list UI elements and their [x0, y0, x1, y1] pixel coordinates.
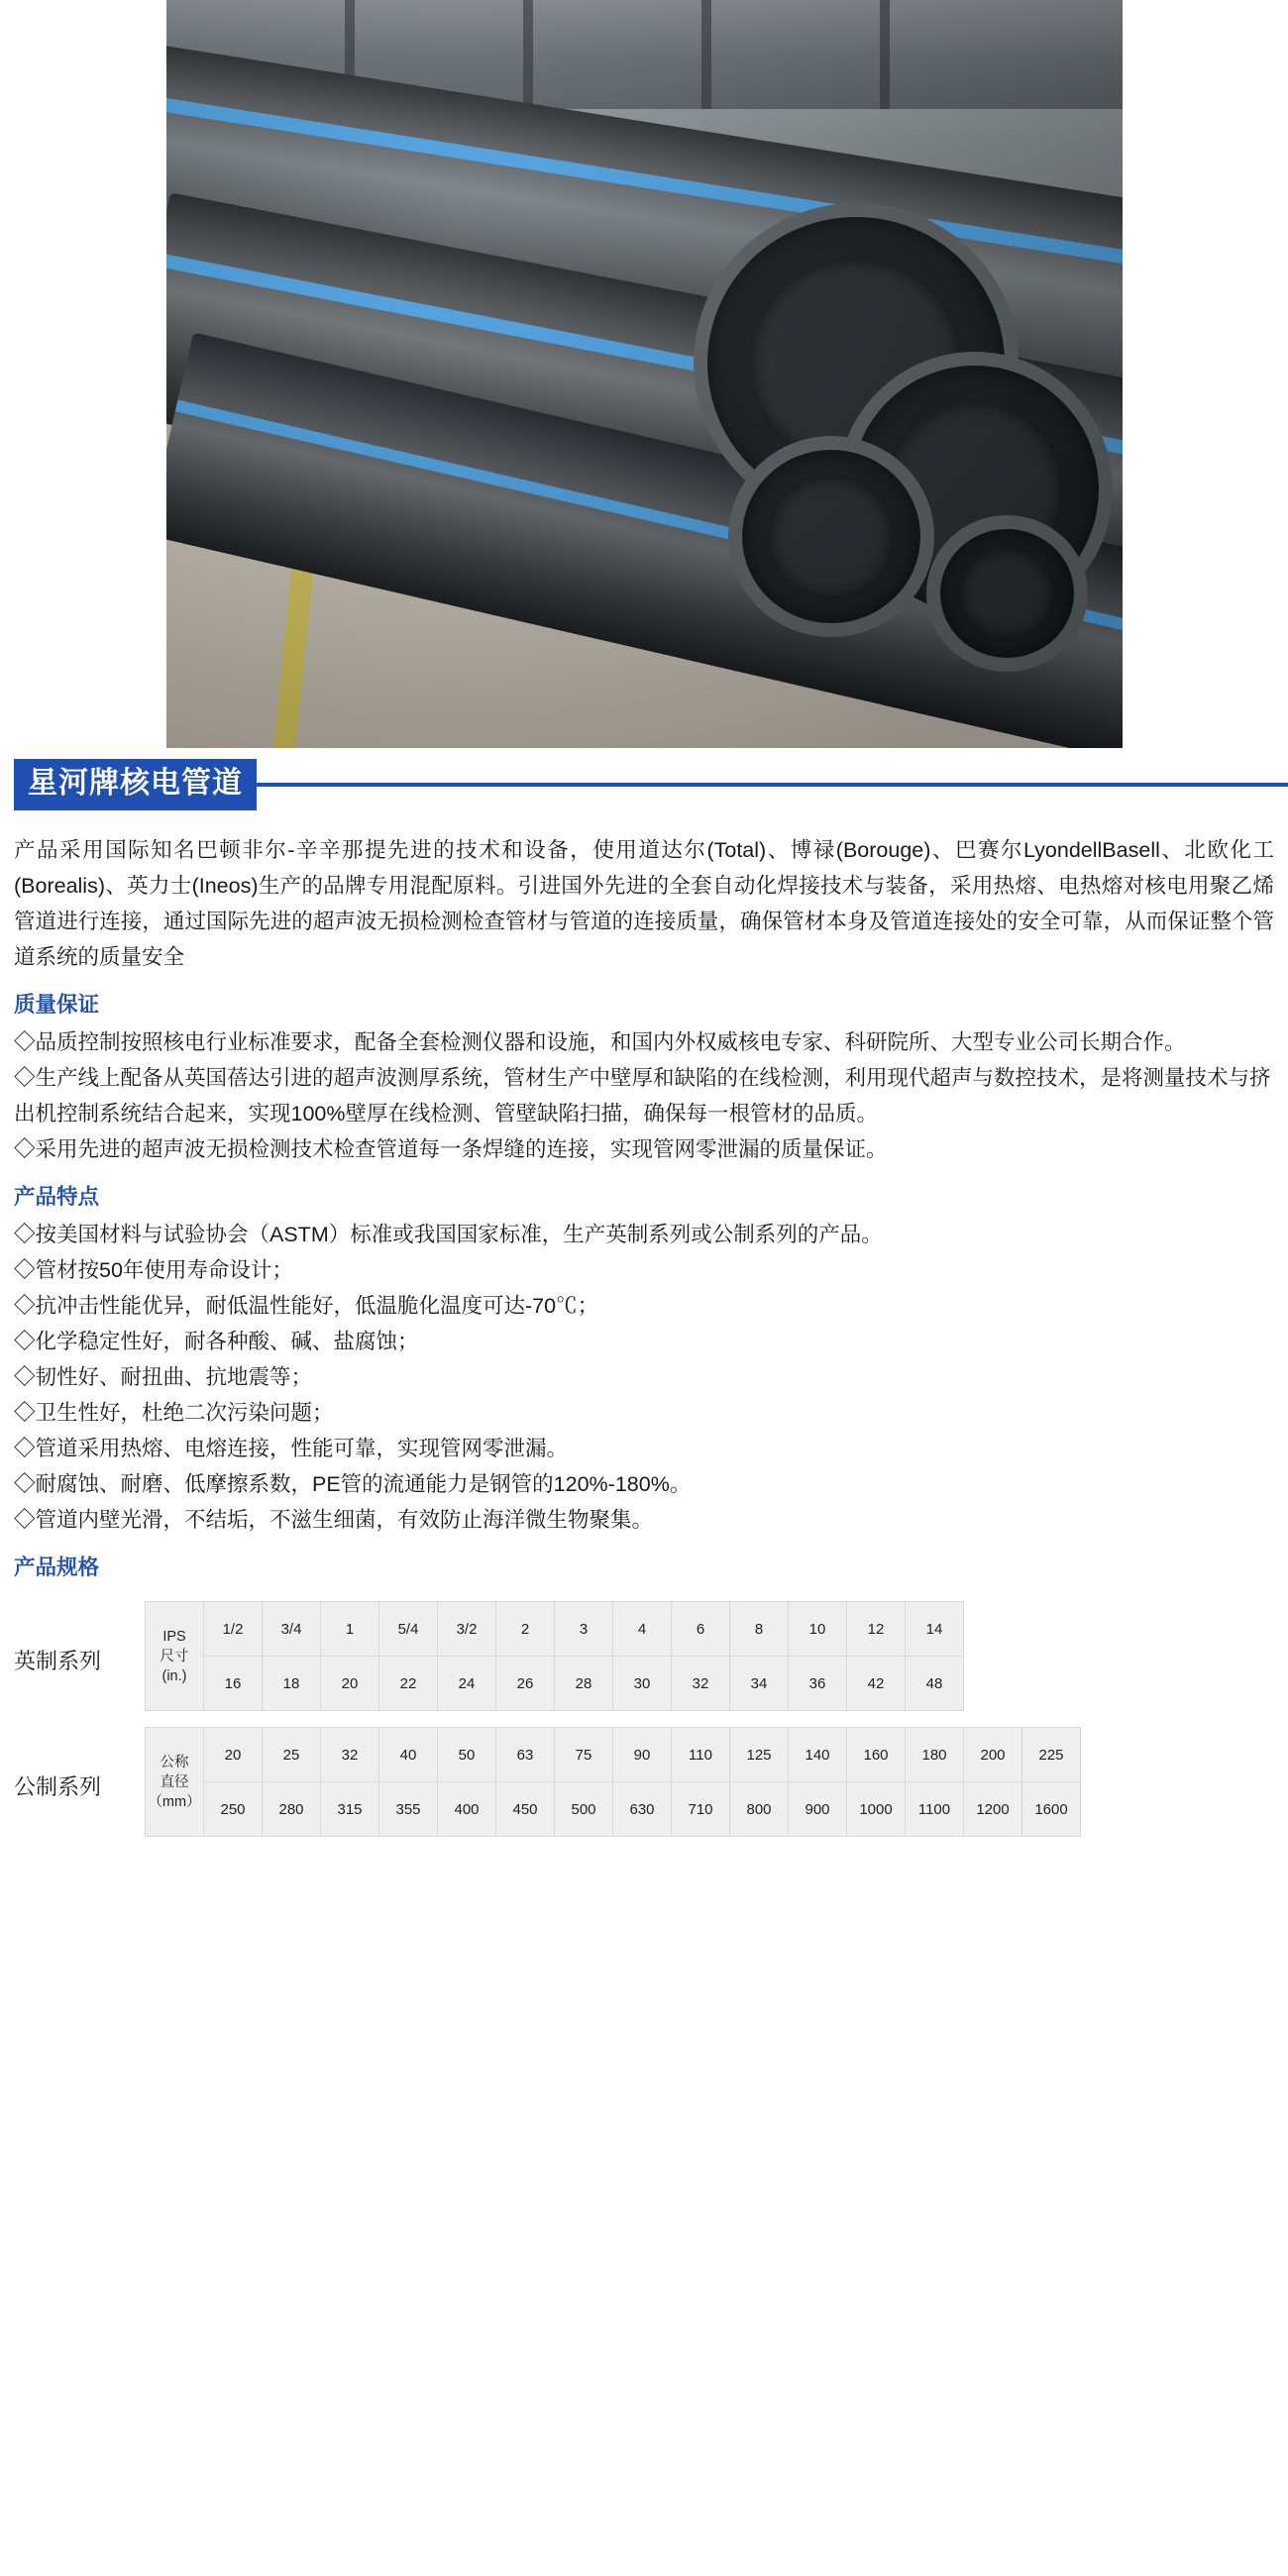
spec-cell: 160 [847, 1728, 906, 1782]
spec-cell: 14 [906, 1602, 964, 1657]
imperial-header-line: IPS [162, 1628, 186, 1645]
intro-paragraph: 产品采用国际知名巴顿非尔-辛辛那提先进的技术和设备，使用道达尔(Total)、博禄(Borouge)、巴赛尔LyondellBasell、北欧化工(Borealis)、英力士(Ineos)生产的品牌专用混配原料。引进国外先进的全套自动化焊接技术与装备，采用热熔、电热熔对核电用聚乙烯管道进行连接，通过国际先进的超声波无损检测检查管材与管道的连接质量，确保管材本身及管道连接处的安全可靠，从而保证整个管道系统的质量安全 [14, 838, 1274, 969]
spec-cell: 800 [730, 1782, 789, 1837]
spec-cell: 10 [789, 1602, 847, 1657]
table-row [146, 1782, 1081, 1837]
spec-cell: 75 [555, 1728, 613, 1782]
spec-cell: 32 [672, 1657, 730, 1711]
feature-item: ◇韧性好、耐扭曲、抗地震等； [14, 1365, 313, 1389]
spec-cell: 710 [672, 1782, 730, 1837]
pipe-end-opening [926, 515, 1088, 672]
imperial-header-line: 尺寸 [160, 1648, 189, 1664]
feature-item: ◇管道内壁光滑，不结垢，不滋生细菌，有效防止海洋微生物聚集。 [14, 1508, 654, 1532]
spec-cell: 1/2 [204, 1602, 263, 1657]
spec-cell: 200 [964, 1728, 1022, 1782]
spec-cell: 315 [321, 1782, 379, 1837]
spec-cell: 20 [321, 1657, 379, 1711]
imperial-header-line: (in.) [161, 1667, 187, 1684]
spec-cell: 20 [204, 1728, 263, 1782]
spec-cell: 450 [496, 1782, 555, 1837]
spec-cell: 12 [847, 1602, 906, 1657]
spec-cell: 280 [263, 1782, 321, 1837]
spec-cell: 5/4 [379, 1602, 438, 1657]
feature-item: ◇管道采用热熔、电熔连接，性能可靠，实现管网零泄漏。 [14, 1437, 569, 1460]
bottom-spacer [0, 1837, 1288, 1877]
metric-row-header [146, 1728, 204, 1837]
feature-item: ◇抗冲击性能优异，耐低温性能好，低温脆化温度可达-70℃； [14, 1294, 599, 1318]
spec-cell: 6 [672, 1602, 730, 1657]
quality-item: ◇生产线上配备从英国蓓达引进的超声波测厚系统，管材生产中壁厚和缺陷的在线检测，利用现代超声与数控技术，是将测量技术与挤出机控制系统结合起来，实现100%壁厚在线检测、管壁缺陷扫描，确保每一根管材的品质。 [14, 1066, 1271, 1126]
features-heading: 产品特点 [14, 1185, 100, 1209]
pipe-end-opening [728, 436, 934, 637]
metric-header-line: 公称 [160, 1754, 189, 1771]
spec-cell: 1100 [906, 1782, 964, 1837]
spec-cell: 16 [204, 1657, 263, 1711]
imperial-spec-table [145, 1601, 964, 1711]
spec-cell: 90 [613, 1728, 672, 1782]
spec-cell: 1600 [1022, 1782, 1081, 1837]
spec-cell: 1 [321, 1602, 379, 1657]
spec-cell: 63 [496, 1728, 555, 1782]
spec-cell: 110 [672, 1728, 730, 1782]
spec-cell: 140 [789, 1728, 847, 1782]
section-title-bar [0, 759, 1288, 810]
spec-cell: 22 [379, 1657, 438, 1711]
spec-cell: 400 [438, 1782, 496, 1837]
spec-cell: 36 [789, 1657, 847, 1711]
table-row [146, 1728, 1081, 1782]
feature-item: ◇按美国材料与试验协会（ASTM）标准或我国国家标准，生产英制系列或公制系列的产品。 [14, 1223, 883, 1246]
imperial-row-header [146, 1602, 204, 1711]
quality-item: ◇品质控制按照核电行业标准要求，配备全套检测仪器和设施，和国内外权威核电专家、科研院所、大型专业公司长期合作。 [14, 1030, 1186, 1054]
metric-header-line: 直径 [160, 1773, 189, 1790]
feature-item: ◇耐腐蚀、耐磨、低摩擦系数，PE管的流通能力是钢管的120%-180%。 [14, 1472, 692, 1496]
spec-cell: 355 [379, 1782, 438, 1837]
table-row [146, 1602, 964, 1657]
imperial-spec-block [0, 1601, 1288, 1711]
spec-cell: 3 [555, 1602, 613, 1657]
feature-item: ◇卫生性好，杜绝二次污染问题； [14, 1401, 334, 1425]
imperial-series-label: 英制系列 [14, 1649, 102, 1673]
spec-cell: 2 [496, 1602, 555, 1657]
spec-cell: 3/4 [263, 1602, 321, 1657]
spec-cell: 3/2 [438, 1602, 496, 1657]
table-row [146, 1657, 964, 1711]
spec-cell: 50 [438, 1728, 496, 1782]
spec-cell: 630 [613, 1782, 672, 1837]
metric-spec-table [145, 1727, 1081, 1837]
spec-cell: 26 [496, 1657, 555, 1711]
spec-cell: 125 [730, 1728, 789, 1782]
quality-heading: 质量保证 [14, 993, 100, 1017]
quality-item: ◇采用先进的超声波无损检测技术检查管道每一条焊缝的连接，实现管网零泄漏的质量保证。 [14, 1137, 888, 1161]
specs-heading: 产品规格 [14, 1556, 100, 1579]
metric-spec-block [0, 1727, 1288, 1837]
feature-item: ◇管材按50年使用寿命设计； [14, 1258, 293, 1282]
spec-cell: 1000 [847, 1782, 906, 1837]
metric-header-line: （mm） [148, 1793, 201, 1810]
product-description [0, 810, 1288, 1585]
spec-cell: 34 [730, 1657, 789, 1711]
spec-cell: 30 [613, 1657, 672, 1711]
hero-image-container [0, 0, 1288, 753]
title-rule [257, 783, 1288, 787]
hero-image-pipes [166, 0, 1123, 748]
spec-cell: 18 [263, 1657, 321, 1711]
spec-cell: 1200 [964, 1782, 1022, 1837]
spec-cell: 28 [555, 1657, 613, 1711]
spec-cell: 32 [321, 1728, 379, 1782]
spec-cell: 40 [379, 1728, 438, 1782]
spec-cell: 8 [730, 1602, 789, 1657]
spec-cell: 42 [847, 1657, 906, 1711]
spec-cell: 24 [438, 1657, 496, 1711]
spec-cell: 900 [789, 1782, 847, 1837]
spec-cell: 4 [613, 1602, 672, 1657]
page-title: 星河牌核电管道 [14, 759, 257, 810]
metric-series-label: 公制系列 [14, 1774, 102, 1799]
spec-cell: 180 [906, 1728, 964, 1782]
spec-cell: 25 [263, 1728, 321, 1782]
spec-cell: 500 [555, 1782, 613, 1837]
spec-cell: 48 [906, 1657, 964, 1711]
feature-item: ◇化学稳定性好，耐各种酸、碱、盐腐蚀； [14, 1330, 419, 1353]
spec-cell: 250 [204, 1782, 263, 1837]
spec-cell: 225 [1022, 1728, 1081, 1782]
